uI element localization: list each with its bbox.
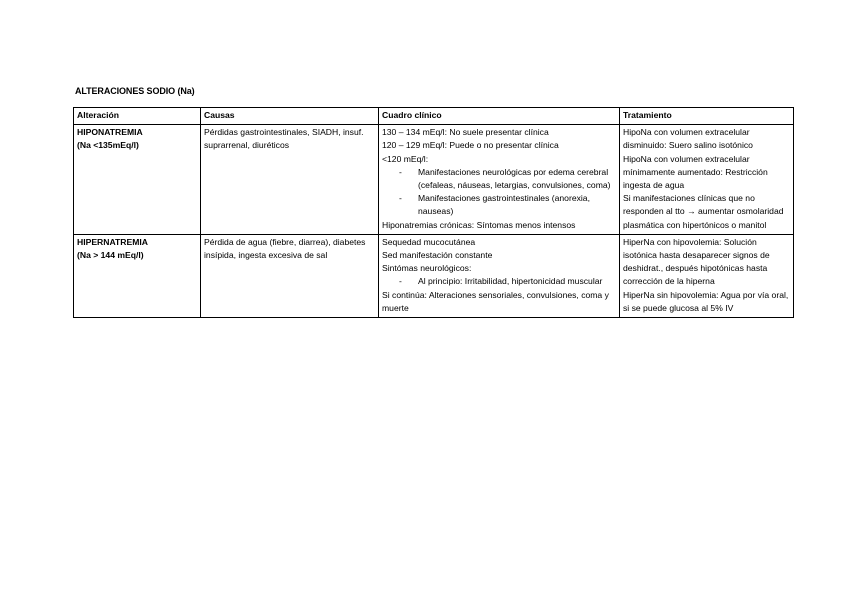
- causas-text: Pérdidas gastrointestinales, SIADH, insuf. suprarrenal, diuréticos: [204, 127, 364, 151]
- alteracion-name: HIPONATREMIA: [77, 127, 143, 138]
- header-tratamiento: Tratamiento: [620, 108, 794, 125]
- header-causas: Causas: [201, 108, 379, 125]
- cell-alteracion: [74, 125, 201, 235]
- tratamiento-line: HipoNa con volumen extracelular mínimamente aumentado: Restricción ingesta de agua: [623, 153, 768, 191]
- table-row: [74, 234, 794, 317]
- cuadro-line: Si continúa: Alteraciones sensoriales, convulsiones, coma y muerte: [382, 289, 609, 313]
- sodium-alterations-table: [73, 107, 794, 318]
- cell-cuadro-clinico: [379, 125, 620, 235]
- cuadro-bullet: - Manifestaciones neurológicas por edema cerebral (cefaleas, náuseas, letargias, convulsiones, coma): [382, 166, 616, 192]
- causas-text: Pérdida de agua (fiebre, diarrea), diabetes insípida, ingesta excesiva de sal: [204, 236, 366, 261]
- cell-tratamiento: [620, 125, 794, 235]
- tratamiento-line: Si manifestaciones clínicas que no responden al tto → aumentar osmolaridad plasmática con hipertónicos o manitol: [623, 193, 784, 230]
- cuadro-line: Sequedad mucocutánea: [382, 236, 476, 247]
- tratamiento-line: HiperNa sin hipovolemia: Agua por vía oral, si se puede glucosa al 5% IV: [623, 289, 789, 313]
- cell-causas: [201, 234, 379, 317]
- alteracion-name: HIPERNATREMIA: [77, 236, 148, 247]
- alteracion-range: (Na > 144 mEq/l): [77, 250, 144, 261]
- cuadro-line: Sintómas neurológicos:: [382, 263, 472, 274]
- cuadro-line: Hiponatremias crónicas: Síntomas menos intensos: [382, 219, 576, 230]
- cell-cuadro-clinico: [379, 234, 620, 317]
- cell-tratamiento: [620, 234, 794, 317]
- tratamiento-line: HipoNa con volumen extracelular disminuido: Suero salino isotónico: [623, 127, 753, 151]
- cuadro-line: 120 – 129 mEq/l: Puede o no presentar clínica: [382, 140, 559, 151]
- alteracion-range: (Na <135mEq/l): [77, 140, 139, 151]
- table-header-row: [74, 108, 794, 125]
- cuadro-line: Sed manifestación constante: [382, 250, 493, 261]
- cell-causas: [201, 125, 379, 235]
- cuadro-bullet: - Al principio: Irritabilidad, hipertonicidad muscular: [382, 275, 616, 288]
- cuadro-bullet: - Manifestaciones gastrointestinales (anorexia, nauseas): [382, 192, 616, 218]
- cuadro-line: <120 mEq/l:: [382, 153, 429, 164]
- document-title: ALTERACIONES SODIO (Na): [75, 86, 195, 96]
- cuadro-line: 130 – 134 mEq/l: No suele presentar clínica: [382, 127, 549, 138]
- tratamiento-line: HiperNa con hipovolemia: Solución isotónica hasta desaparecer signos de deshidrat., después hipotónicas hasta corrección de la hiperna: [623, 236, 770, 287]
- table-row: [74, 125, 794, 235]
- header-alteracion: Alteración: [74, 108, 201, 125]
- header-cuadro-clinico: Cuadro clínico: [379, 108, 620, 125]
- cell-alteracion: [74, 234, 201, 317]
